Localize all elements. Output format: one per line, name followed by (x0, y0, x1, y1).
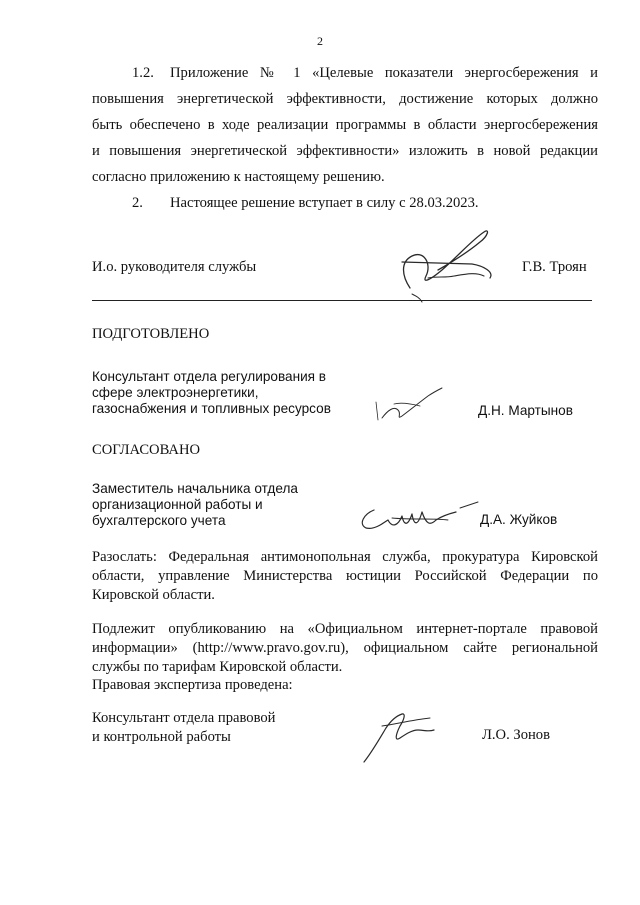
publication-line-1: Подлежит опубликованию на «Официальном интернет-портале правовой (92, 621, 598, 637)
publication-line-3: службы по тарифам Кировской области. (92, 659, 343, 675)
head-name: Г.В. Троян (522, 259, 587, 275)
legal-review-signature-image (356, 708, 446, 768)
distribution-list (92, 548, 598, 605)
prepared-position: Консультант отдела регулирования в сфере электроэнергетики, газоснабжения и топливных ресурсов (92, 369, 331, 416)
head-signature-image (372, 218, 512, 308)
distribution-line-2: области, управление Министерства юстиции Российской Федерации по (92, 568, 598, 584)
agreed-name: Д.А. Жуйков (480, 512, 558, 527)
paragraph-2-text: Настоящее решение вступает в силу с 28.03.2023. (170, 195, 479, 211)
legal-review-note: Правовая экспертиза проведена: (92, 677, 293, 693)
signature-separator-line (92, 300, 592, 301)
distribution-line-1: Разослать: Федеральная антимонопольная служба, прокуратура Кировской (92, 549, 598, 565)
paragraph-1-2 (92, 60, 598, 190)
legal-review-position: Консультант отдела правовой и контрольной работы (92, 710, 276, 745)
page-number: 2 (317, 34, 323, 48)
paragraph-1-2-line-4: и повышения энергетической эффективности» изложить в новой редакции (92, 143, 598, 159)
head-position: И.о. руководителя службы (92, 259, 257, 275)
distribution-line-3: Кировской области. (92, 587, 215, 603)
publication-line-2: информации» (http://www.pravo.gov.ru), официальном сайте региональной (92, 640, 598, 656)
paragraph-1-2-number: 1.2. (132, 65, 154, 81)
paragraph-1-2-line-2: повышения энергетической эффективности, достижение которых должно (92, 91, 598, 107)
prepared-signature-image (368, 380, 458, 430)
paragraph-1-2-line-1: 1.2. Приложение № 1 «Целевые показатели энергосбережения и (92, 60, 598, 86)
paragraph-2 (92, 190, 598, 216)
paragraph-1-2-line-3: быть обеспечено в ходе реализации программы в области энергосбережения (92, 117, 598, 133)
publication-notice (92, 620, 598, 677)
paragraph-2-number: 2. (132, 195, 143, 211)
prepared-heading: ПОДГОТОВЛЕНО (92, 326, 210, 342)
paragraph-1-2-line-5: согласно приложению к настоящему решению. (92, 169, 385, 185)
prepared-name: Д.Н. Мартынов (478, 403, 573, 418)
agreed-heading: СОГЛАСОВАНО (92, 442, 201, 458)
legal-review-name: Л.О. Зонов (482, 727, 550, 743)
agreed-position: Заместитель начальника отдела организационной работы и бухгалтерского учета (92, 481, 298, 528)
agreed-signature-image (352, 498, 482, 538)
